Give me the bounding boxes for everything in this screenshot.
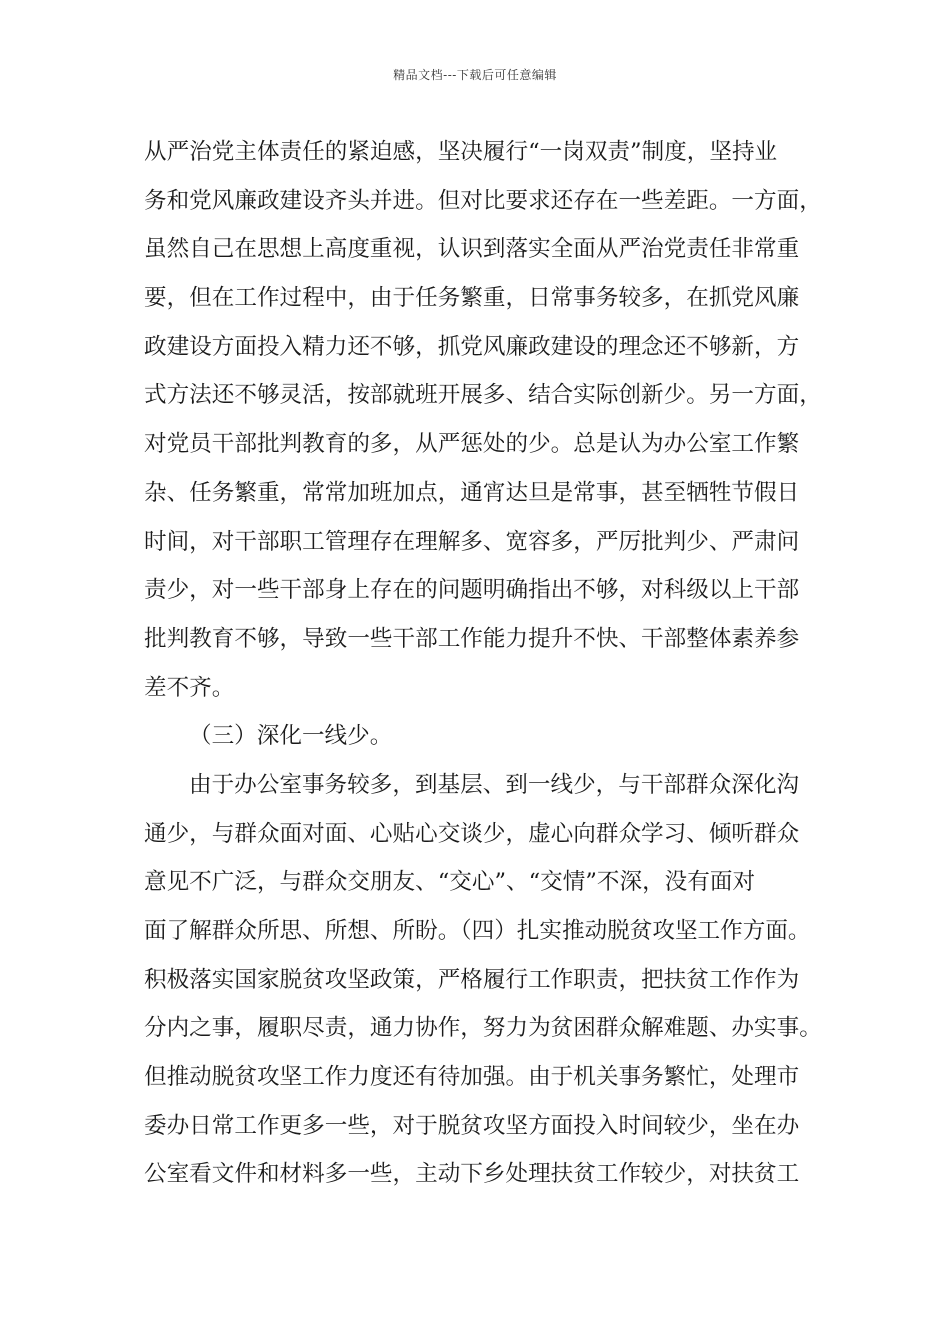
section-heading: （三）深化一线少。	[189, 723, 393, 750]
text-line: 从严治党主体责任的紧迫感，坚决履行“一岗双责”制度，坚持业	[144, 139, 778, 165]
text-line: 政建设方面投入精力还不够，抓党风廉政建设的理念还不够新，方	[144, 333, 800, 360]
text-line: 杂、任务繁重，常常加班加点，通宵达旦是常事，甚至牺牲节假日	[144, 479, 800, 506]
text-line: 虽然自己在思想上高度重视，认识到落实全面从严治党责任非常重	[144, 236, 800, 263]
text-line: 通少，与群众面对面、心贴心交谈少，虚心向群众学习、倾听群众	[144, 820, 800, 847]
text-line: 但推动脱贫攻坚工作力度还有待加强。由于机关事务繁忙，处理市	[144, 1064, 800, 1091]
text-line: 积极落实国家脱贫攻坚政策，严格履行工作职责，把扶贫工作作为	[144, 966, 800, 993]
text-line: 务和党风廉政建设齐头并进。但对比要求还存在一些差距。一方面，	[144, 187, 822, 214]
page-header: 精品文档---下载后可任意编辑	[393, 68, 557, 82]
text-line: 面了解群众所思、所想、所盼。（四）扎实推动脱贫攻坚工作方面。	[144, 918, 811, 944]
text-line: 公室看文件和材料多一些，主动下乡处理扶贫工作较少，对扶贫工	[144, 1161, 800, 1188]
text-line: 责少，对一些干部身上存在的问题明确指出不够，对科级以上干部	[144, 577, 800, 604]
paragraph-first-line: 由于办公室事务较多，到基层、到一线少，与干部群众深化沟	[189, 771, 800, 798]
text-line: 委办日常工作更多一些，对于脱贫攻坚方面投入时间较少，坐在办	[144, 1112, 800, 1139]
text-line: 式方法还不够灵活，按部就班开展多、结合实际创新少。另一方面，	[144, 382, 822, 409]
text-line: 要，但在工作过程中，由于任务繁重，日常事务较多，在抓党风廉	[144, 285, 800, 312]
text-line: 时间，对干部职工管理存在理解多、宽容多，严厉批判少、严肃问	[144, 528, 800, 555]
text-line: 分内之事，履职尽责，通力协作，努力为贫困群众解难题、办实事。	[144, 1015, 822, 1042]
text-line: 对党员干部批判教育的多，从严惩处的少。总是认为办公室工作繁	[144, 431, 800, 458]
document-body	[144, 128, 822, 1199]
text-line: 意见不广泛，与群众交朋友、“交心”、“交情”不深，没有面对	[144, 869, 756, 896]
text-line: 差不齐。	[144, 674, 235, 701]
text-line: 批判教育不够，导致一些干部工作能力提升不快、干部整体素养参	[144, 625, 800, 652]
